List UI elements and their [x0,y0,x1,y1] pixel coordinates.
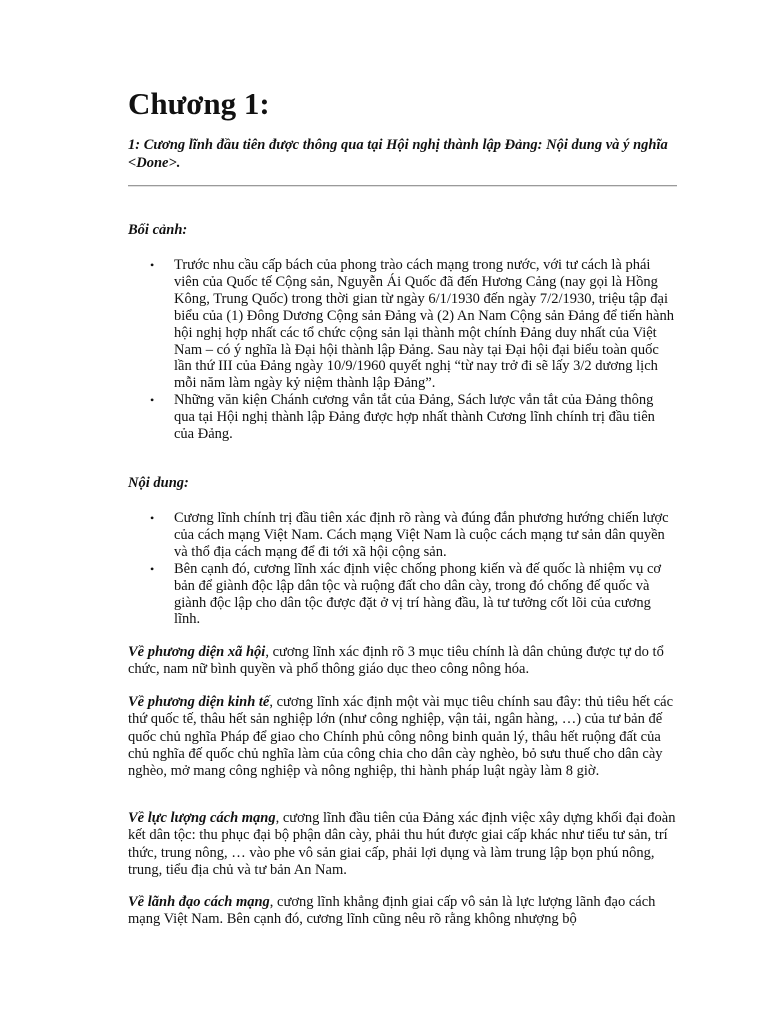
chapter-title: Chương 1: [128,86,270,121]
bullet-icon: • [150,258,155,272]
list-item [128,257,680,392]
list-item [128,561,680,629]
list-item [128,510,680,561]
context-bullet-list [128,257,680,443]
paragraph-leadership [128,894,678,929]
paragraph-text: , cương lĩnh khẳng định giai cấp vô sản là lực lượng lãnh đạo cách mạng Việt Nam. Bên cạnh đó, cương lĩnh cũng nêu rõ rằng không nhượng bộ [128,894,656,928]
content-bullet-list [128,510,680,628]
bullet-icon: • [150,561,155,576]
paragraph-economic [128,694,678,780]
bullet-icon: • [150,511,155,525]
section-heading-content: Nội dung: [128,475,189,491]
list-item [128,392,680,443]
horizontal-divider [128,185,677,187]
paragraph-lead: Về phương diện kinh tế [128,694,270,710]
paragraph-lead: Về lãnh đạo cách mạng [128,894,270,910]
list-item-text: Bên cạnh đó, cương lĩnh xác định việc chống phong kiến và đế quốc là nhiệm vụ cơ bản để giành độc lập dân tộc và ruộng đất cho dân cày, trong đó chống đế quốc và giành độc lập cho dân tộc được đặt ở vị trí hàng đầu, là tư tưởng cốt lõi của cương lĩnh. [174,560,662,628]
paragraph-social [128,644,678,679]
paragraph-forces [128,810,678,879]
paragraph-text: , cương lĩnh xác định rõ 3 mục tiêu chính là dân chủng được tự do tổ chức, nam nữ bình quyền và phổ thông giáo dục theo công nông hóa. [128,644,664,678]
list-item-text: Trước nhu cầu cấp bách của phong trào cách mạng trong nước, với tư cách là phái viên của Quốc tế Cộng sản, Nguyễn Ái Quốc đã đến Hương Cảng (nay gọi là Hồng Kông, Trung Quốc) trong thời gian từ ngày 6/1/1930 đến ngày 7/2/1930, triệu tập đại biểu của (1) Đông Dương Cộng sản Đảng và (2) An Nam Cộng sản Đảng để tiến hành hội nghị hợp nhất các tổ chức cộng sản lại thành một chính Đảng duy nhất của Việt Nam – có ý nghĩa là Đại hội thành lập Đảng. Sau này tại Đại hội đại biểu toàn quốc lần thứ III của Đảng ngày 10/9/1960 quyết nghị “từ nay trở đi sẽ lấy 3/2 dương lịch mỗi năm làm ngày kỷ niệm thành lập Đảng”. [174,257,674,392]
list-item-text: Những văn kiện Chánh cương vắn tắt của Đảng, Sách lược vắn tắt của Đảng thông qua tại Hội nghị thành lập Đảng được hợp nhất thành Cương lĩnh chính trị đầu tiên của Đảng. [174,392,655,443]
list-item-text: Cương lĩnh chính trị đầu tiên xác định rõ ràng và đúng đắn phương hướng chiến lược của cách mạng Việt Nam. Cách mạng Việt Nam là cuộc cách mạng tư sản dân quyền và thổ địa cách mạng để đi tới xã hội cộng sản. [174,510,669,560]
paragraph-text: , cương lĩnh đầu tiên của Đảng xác định việc xây dựng khối đại đoàn kết dân tộc: thu phục đại bộ phận dân cày, phải thu hút được giai cấp khác như tiểu tư sản, trí thức, trung nông, … vào phe vô sản giai cấp, phải lợi dụng và làm trung lập bọn phú nông, trung, tiểu địa chủ và tư bản An Nam. [128,810,676,878]
paragraph-lead: Về lực lượng cách mạng [128,810,276,826]
section-heading-context: Bối cảnh: [128,222,188,238]
bullet-icon: • [150,393,155,408]
paragraph-text: , cương lĩnh xác định một vài mục tiêu chính sau đây: thủ tiêu hết các thứ quốc tế, thâu hết sản nghiệp lớn (như công nghiệp, vận tải, ngân hàng, …) của tư bản đế quốc chủ nghĩa Pháp để giao cho Chính phủ công nông binh quản lý, thâu hết ruộng đất của chủ nghĩa đế quốc chủ nghĩa làm của công chia cho dân cày nghèo, bỏ sưu thuế cho dân cày nghèo, mở mang công nghiệp và nông nghiệp, thi hành pháp luật ngày làm 8 giờ. [128,694,674,780]
paragraph-lead: Về phương diện xã hội [128,644,266,660]
chapter-subtitle: 1: Cương lĩnh đầu tiên được thông qua tại Hội nghị thành lập Đảng: Nội dung và ý nghĩa <Done>. [128,137,668,171]
